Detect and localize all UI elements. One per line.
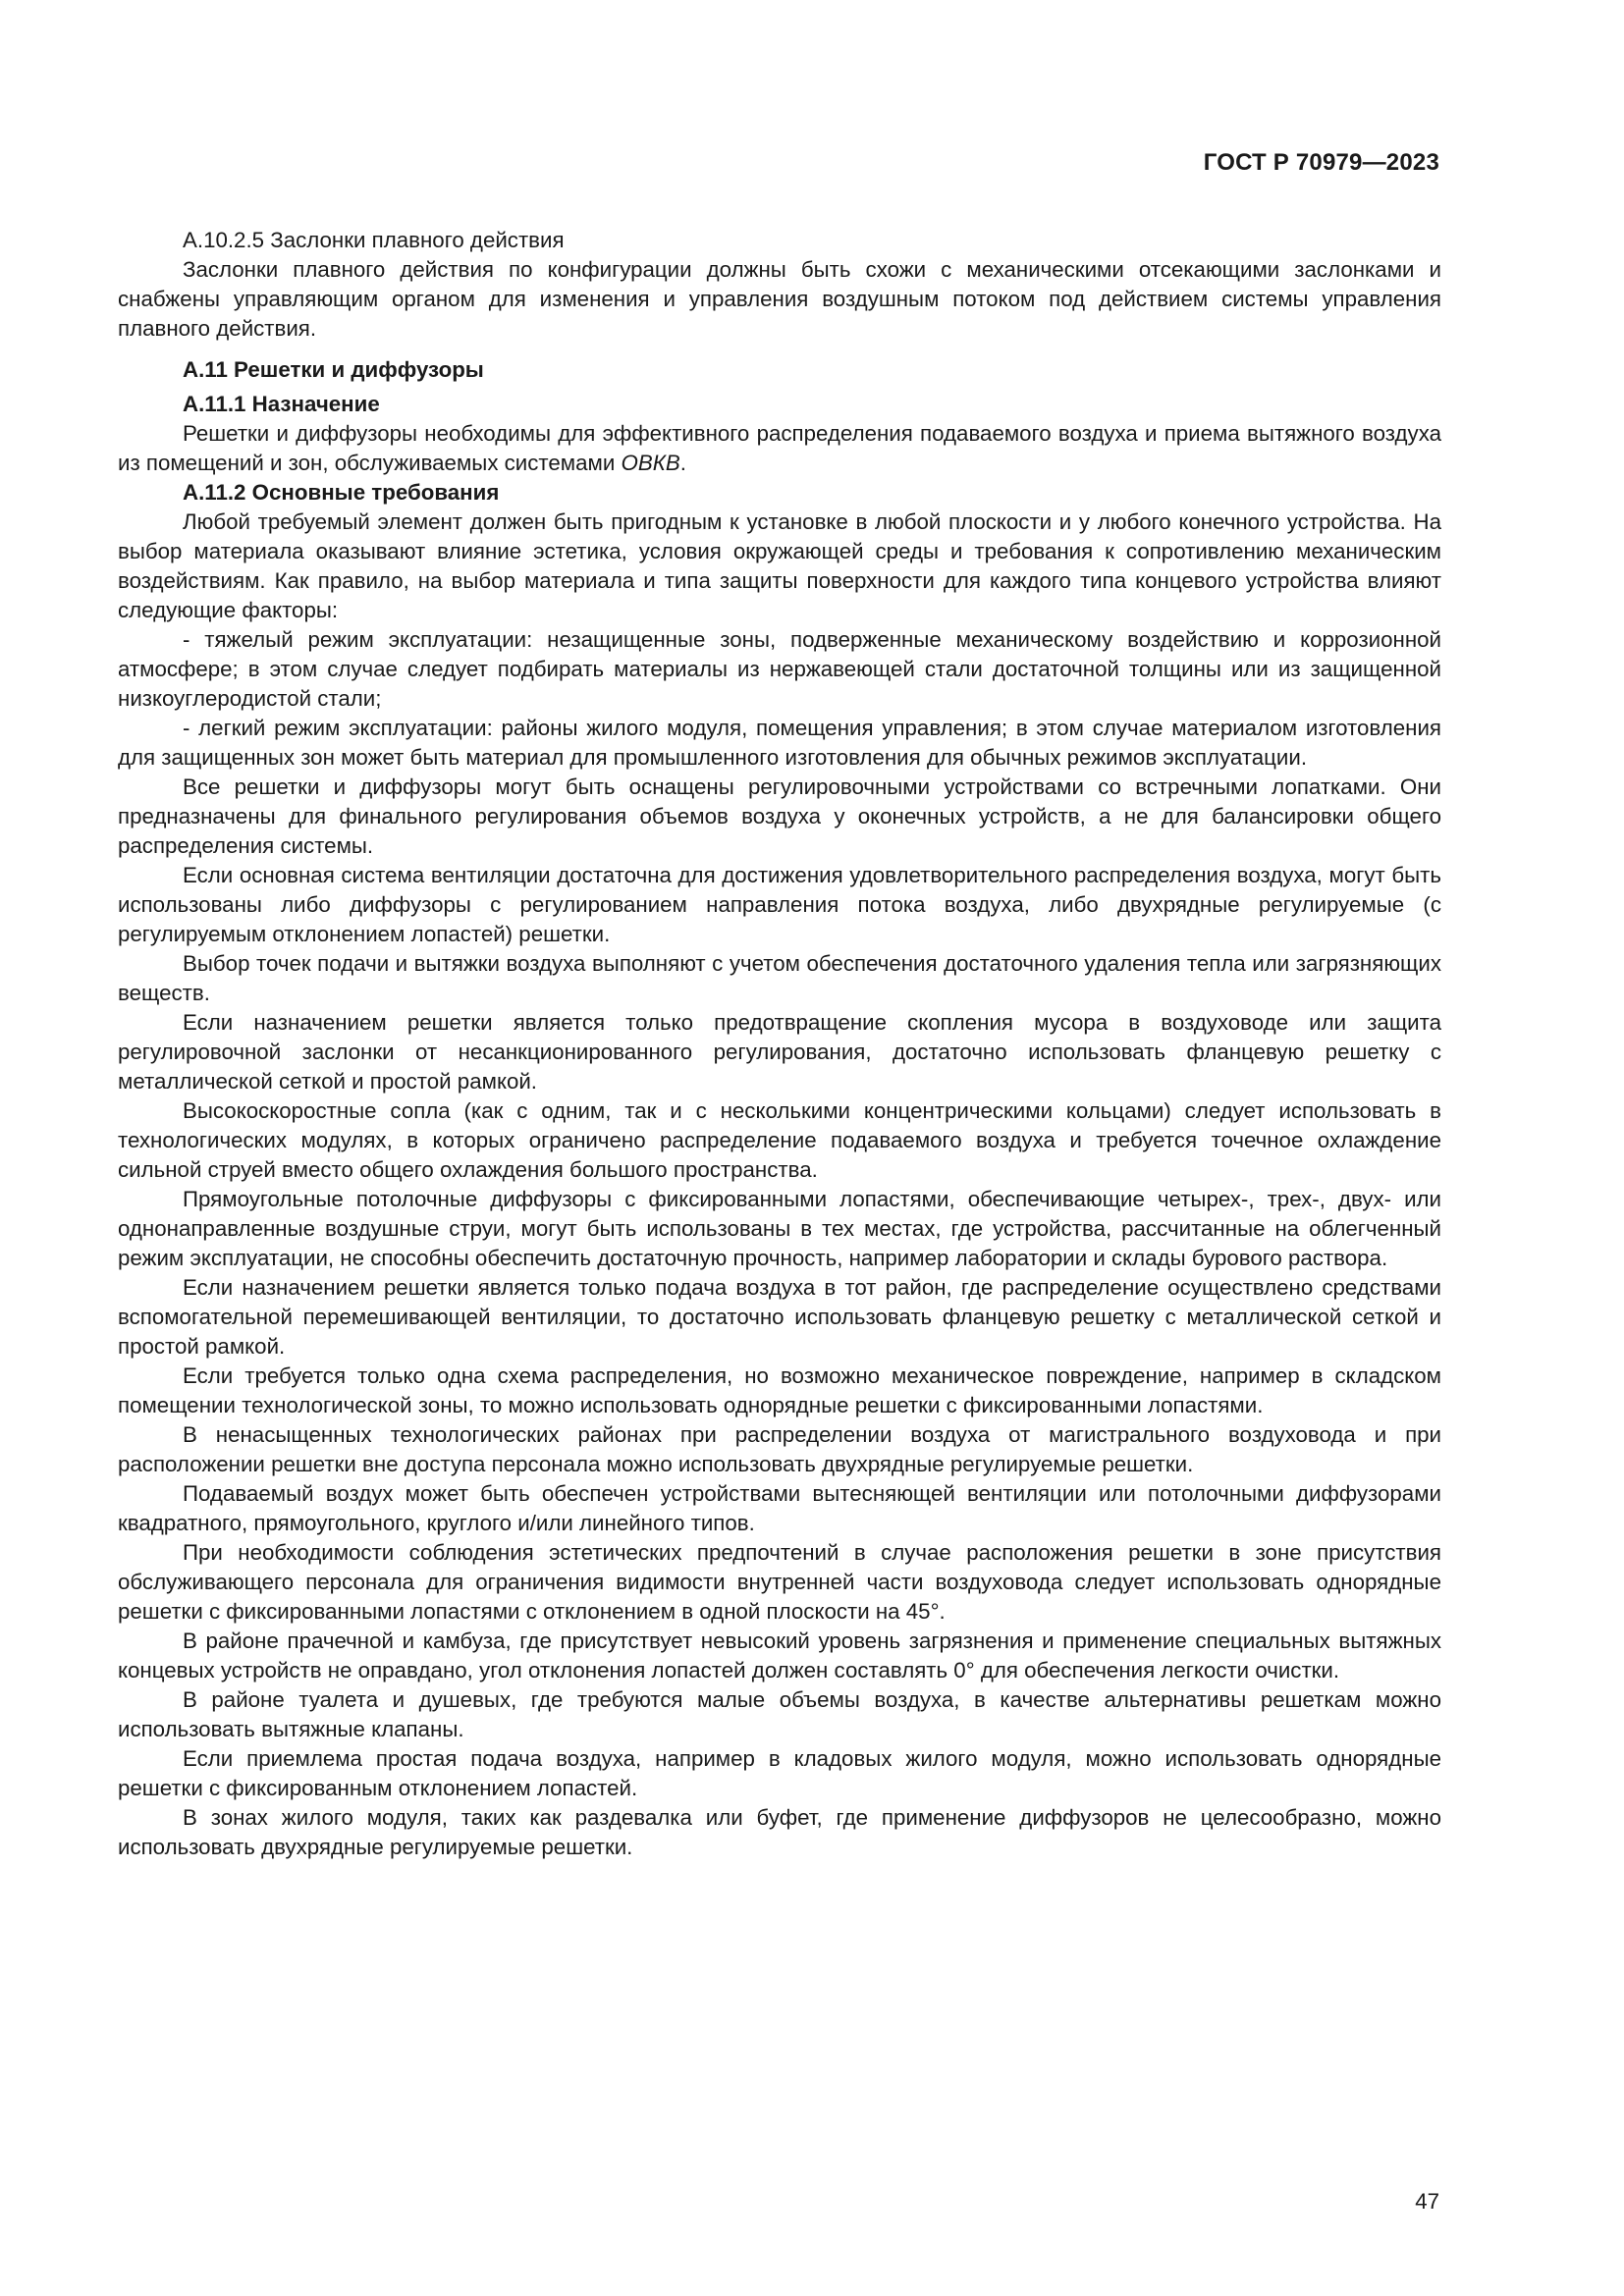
paragraph: В зонах жилого модуля, таких как раздевалка или буфет, где применение диффузоров не целесообразно, можно использовать двухрядные регулируемые решетки. [118, 1805, 1441, 1859]
paragraph [118, 419, 1441, 478]
section-heading: А.11 Решетки и диффузоры [183, 357, 484, 382]
clause-title: А.10.2.5 Заслонки плавного действия [183, 228, 565, 252]
paragraph: Если назначением решетки является только предотвращение скопления мусора в воздуховоде или защита регулировочной заслонки от несанкционированного регулирования, достаточно использовать фланцевую решетку с металлической сеткой и простой рамкой. [118, 1010, 1441, 1094]
paragraph: При необходимости соблюдения эстетических предпочтений в случае расположения решетки в зоне присутствия обслуживающего персонала для ограничения видимости внутренней части воздуховода следует использовать однорядные решетки с фиксированными лопастями с отклонением в одной плоскости на 45°. [118, 1540, 1441, 1624]
document-body [118, 226, 1441, 1862]
paragraph: Подаваемый воздух может быть обеспечен устройствами вытесняющей вентиляции или потолочными диффузорами квадратного, прямоугольного, круглого и/или линейного типов. [118, 1481, 1441, 1535]
page-number: 47 [1415, 2189, 1439, 2214]
abbreviation: ОВКВ [621, 451, 680, 475]
list-item: - легкий режим эксплуатации: районы жилого модуля, помещения управления; в этом случае материалом изготовления для защищенных зон может быть материал для промышленного изготовления для обычных режимов эксплуатации. [118, 716, 1441, 770]
paragraph: В районе туалета и душевых, где требуются малые объемы воздуха, в качестве альтернативы решеткам можно использовать вытяжные клапаны. [118, 1687, 1441, 1741]
paragraph: Любой требуемый элемент должен быть пригодным к установке в любой плоскости и у любого конечного устройства. На выбор материала оказывают влияние эстетика, условия окружающей среды и требования к сопротивлению механическим воздействиям. Как правило, на выбор материала и типа защиты поверхности для каждого типа концевого устройства влияют следующие факторы: [118, 509, 1441, 622]
paragraph-text: . [679, 451, 686, 475]
document-header: ГОСТ Р 70979—2023 [1203, 149, 1439, 176]
paragraph: Если основная система вентиляции достаточна для достижения удовлетворительного распределения воздуха, могут быть использованы либо диффузоры с регулированием направления потока воздуха, либо двухрядные регулируемые (с регулируемым отклонением лопастей) решетки. [118, 863, 1441, 946]
list-item: - тяжелый режим эксплуатации: незащищенные зоны, подверженные механическому воздействию и коррозионной атмосфере; в этом случае следует подбирать материалы из нержавеющей стали достаточной толщины или из защищенной низкоуглеродистой стали; [118, 627, 1441, 711]
subsection-heading: А.11.1 Назначение [183, 392, 380, 416]
paragraph: Прямоугольные потолочные диффузоры с фиксированными лопастями, обеспечивающие четырех-, трех-, двух- или однонаправленные воздушные струи, могут быть использованы в тех местах, где устройства, рассчитанные на облегченный режим эксплуатации, не способны обеспечить достаточную прочность, например лаборатории и склады бурового раствора. [118, 1187, 1441, 1270]
paragraph: Если назначением решетки является только подача воздуха в тот район, где распределение осуществлено средствами вспомогательной перемешивающей вентиляции, то достаточно использовать фланцевую решетку с металлической сеткой и простой рамкой. [118, 1275, 1441, 1359]
paragraph: Если требуется только одна схема распределения, но возможно механическое повреждение, например в складском помещении технологической зоны, то можно использовать однорядные решетки с фиксированными лопастями. [118, 1363, 1441, 1417]
paragraph: Все решетки и диффузоры могут быть оснащены регулировочными устройствами со встречными лопатками. Они предназначены для финального регулирования объемов воздуха у оконечных устройств, а не для балансировки общего распределения системы. [118, 774, 1441, 858]
paragraph: В районе прачечной и камбуза, где присутствует невысокий уровень загрязнения и применение специальных вытяжных концевых устройств не оправдано, угол отклонения лопастей должен составлять 0° для обеспечения легкости очистки. [118, 1629, 1441, 1682]
paragraph: В ненасыщенных технологических районах при распределении воздуха от магистрального воздуховода и при расположении решетки вне доступа персонала можно использовать двухрядные регулируемые решетки. [118, 1422, 1441, 1476]
paragraph: Если приемлема простая подача воздуха, например в кладовых жилого модуля, можно использовать однорядные решетки с фиксированным отклонением лопастей. [118, 1746, 1441, 1800]
subsection-heading: А.11.2 Основные требования [183, 480, 500, 505]
paragraph: Выбор точек подачи и вытяжки воздуха выполняют с учетом обеспечения достаточного удаления тепла или загрязняющих веществ. [118, 951, 1441, 1005]
paragraph: Заслонки плавного действия по конфигурации должны быть схожи с механическими отсекающими заслонками и снабжены управляющим органом для изменения и управления воздушным потоком под действием системы управления плавного действия. [118, 257, 1441, 341]
paragraph-text: Решетки и диффузоры необходимы для эффективного распределения подаваемого воздуха и приема вытяжного воздуха из помещений и зон, обслуживаемых системами [118, 421, 1441, 475]
paragraph: Высокоскоростные сопла (как с одним, так и с несколькими концентрическими кольцами) следует использовать в технологических модулях, в которых ограничено распределение подаваемого воздуха и требуется точечное охлаждение сильной струей вместо общего охлаждения большого пространства. [118, 1098, 1441, 1182]
